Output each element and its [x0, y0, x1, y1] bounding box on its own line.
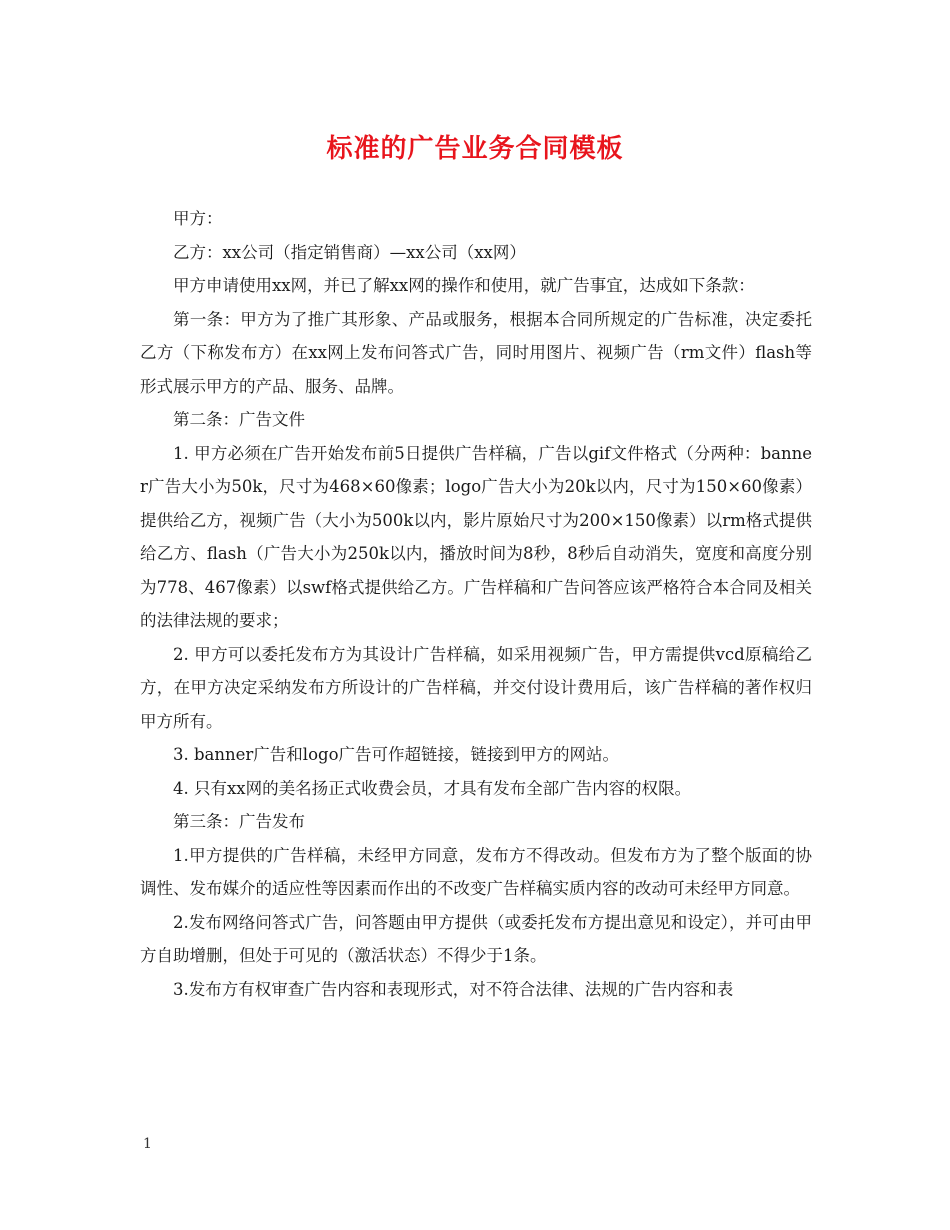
article-1-paragraph: 第一条：甲方为了推广其形象、产品或服务，根据本合同所规定的广告标准，决定委托乙方（下称发布方）在xx网上发布问答式广告，同时用图片、视频广告（rm文件）flash等形式展示甲方的产品、服务、品牌。 [140, 309, 812, 396]
article-2-item-1: 1. 甲方必须在广告开始发布前5日提供广告样稿，广告以gif文件格式（分两种：banner广告大小为50k，尺寸为468×60像素；logo广告大小为20k以内，尺寸为150×60像素）提供给乙方，视频广告（大小为500k以内，影片原始尺寸为200×150像素）以rm格式提供给乙方、flash（广告大小为250k以内，播放时间为8秒，8秒后自动消失，宽度和高度分别为778、467像素）以swf格式提供给乙方。广告样稿和广告问答应该严格符合本合同及相关的法律法规的要求； [140, 443, 812, 630]
preamble-paragraph: 甲方申请使用xx网，并已了解xx网的操作和使用，就广告事宜，达成如下条款： [173, 276, 755, 295]
article-3-item-1: 1.甲方提供的广告样稿，未经甲方同意，发布方不得改动。但发布方为了整个版面的协调性、发布媒介的适应性等因素而作出的不改变广告样稿实质内容的改动可未经甲方同意。 [140, 845, 812, 898]
article-2-item-3: 3. banner广告和logo广告可作超链接，链接到甲方的网站。 [173, 745, 619, 764]
article-3-item-2: 2.发布网络问答式广告，问答题由甲方提供（或委托发布方提出意见和设定），并可由甲方自助增删，但处于可见的（激活状态）不得少于1条。 [140, 912, 812, 965]
article-3-heading: 第三条：广告发布 [173, 812, 305, 831]
article-2-item-2: 2. 甲方可以委托发布方为其设计广告样稿，如采用视频广告，甲方需提供vcd原稿给乙方，在甲方决定采纳发布方所设计的广告样稿，并交付设计费用后，该广告样稿的著作权归甲方所有。 [140, 644, 812, 731]
page-number: 1 [143, 1136, 152, 1152]
article-2-item-4: 4. 只有xx网的美名扬正式收费会员，才具有发布全部广告内容的权限。 [173, 778, 692, 798]
party-b-line: 乙方：xx公司（指定销售商）—xx公司（xx网） [173, 242, 526, 262]
article-2-heading: 第二条：广告文件 [173, 410, 305, 429]
party-a-line: 甲方： [173, 209, 223, 228]
document-body [140, 202, 812, 1006]
document-title: 标准的广告业务合同模板 [326, 134, 624, 164]
article-3-item-3: 3.发布方有权审查广告内容和表现形式，对不符合法律、法规的广告内容和表 [173, 979, 734, 999]
